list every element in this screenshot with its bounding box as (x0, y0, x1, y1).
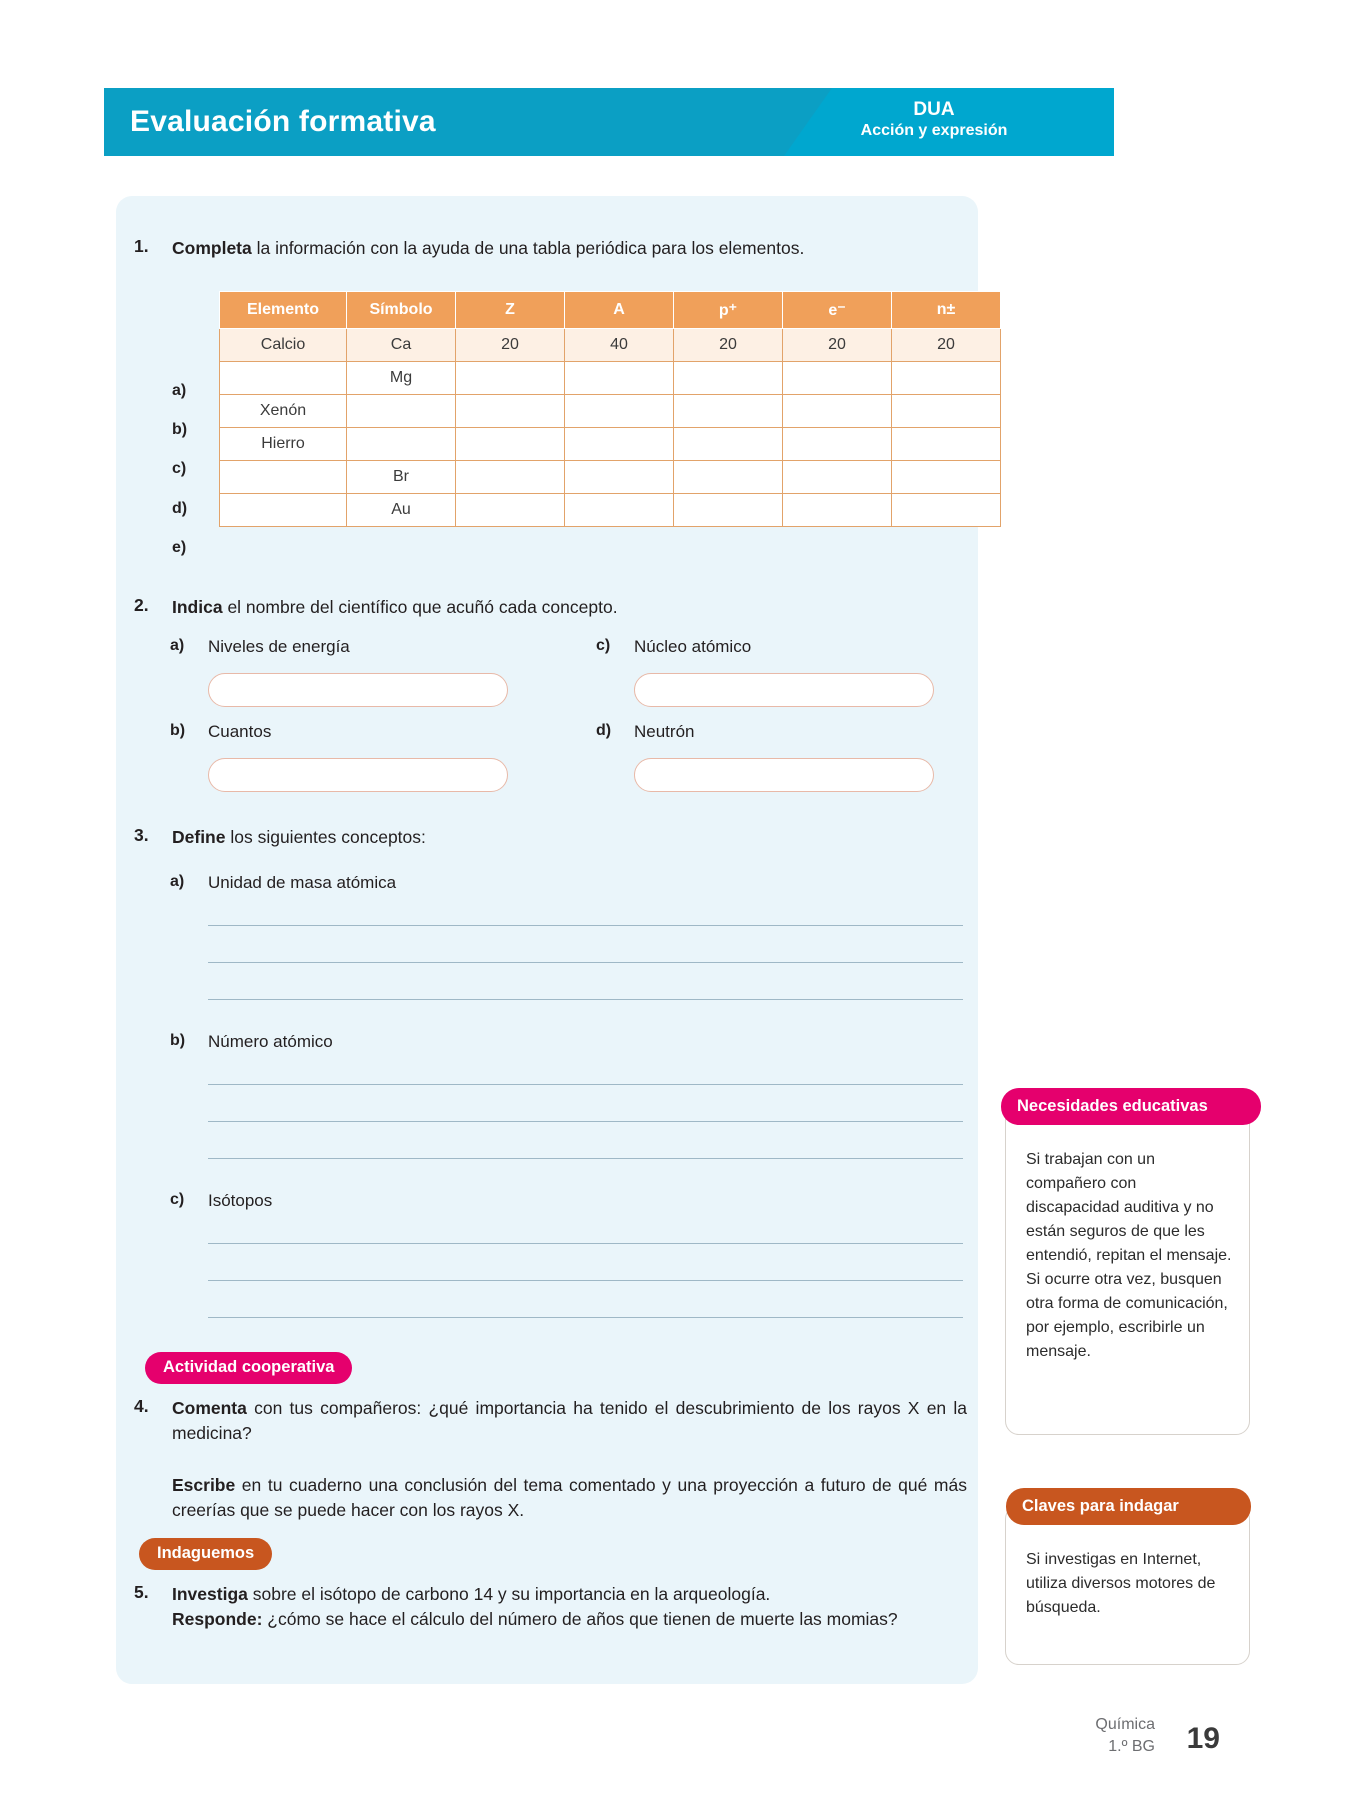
cell-e-e[interactable] (783, 494, 892, 527)
answer-line-c2[interactable] (208, 1280, 963, 1281)
cell-c-e[interactable] (783, 428, 892, 461)
answer-line-a2[interactable] (208, 962, 963, 963)
exercise-5-verb: Investiga (172, 1584, 248, 1604)
cell-c-z[interactable] (456, 428, 565, 461)
exercise-3-instruction (172, 825, 872, 850)
cell-example-elemento: Calcio (220, 329, 347, 362)
cell-d-e[interactable] (783, 461, 892, 494)
answer-line-b3[interactable] (208, 1158, 963, 1159)
table-row (220, 395, 1001, 428)
callout-2-body: Si investigas en Internet, utiliza diversos motores de búsqueda. (1026, 1551, 1216, 1616)
exercise-2-text: el nombre del científico que acuñó cada concepto. (222, 597, 618, 617)
callout-1-title: Necesidades educativas (1001, 1088, 1261, 1125)
answer-line-a1[interactable] (208, 925, 963, 926)
cell-e-n[interactable] (892, 494, 1001, 527)
table-row (220, 362, 1001, 395)
exercise-3-letter-a: a) (170, 873, 185, 890)
exercise-1-number: 1. (134, 236, 149, 256)
exercise-2-letter-a: a) (170, 637, 185, 654)
row-letter-d: d) (172, 499, 188, 517)
cell-e-elemento[interactable] (220, 494, 347, 527)
row-letter-e: e) (172, 538, 187, 556)
cell-example-p: 20 (674, 329, 783, 362)
cell-d-n[interactable] (892, 461, 1001, 494)
footer-level: 1.º BG (1108, 1738, 1155, 1755)
answer-line-c3[interactable] (208, 1317, 963, 1318)
table-header-elemento: Elemento (220, 292, 347, 329)
exercise-4-instruction-2 (172, 1473, 967, 1523)
exercise-4-verb: Comenta (172, 1398, 247, 1418)
cell-a-n[interactable] (892, 362, 1001, 395)
cell-a-e[interactable] (783, 362, 892, 395)
table-header-a: A (565, 292, 674, 329)
cell-example-e: 20 (783, 329, 892, 362)
answer-line-c1[interactable] (208, 1243, 963, 1244)
exercise-2-number: 2. (134, 595, 149, 615)
exercise-3-label-a: Unidad de masa atómica (208, 873, 397, 892)
cell-example-n: 20 (892, 329, 1001, 362)
cell-a-p[interactable] (674, 362, 783, 395)
table-header-neutrons: n± (892, 292, 1001, 329)
footer-subject-block (1095, 1714, 1155, 1758)
cell-e-a[interactable] (565, 494, 674, 527)
exercise-3-label-b: Número atómico (208, 1032, 333, 1051)
exercise-1-row-letters (172, 371, 187, 567)
exercise-2-label-a: Niveles de energía (208, 637, 350, 656)
exercise-5-instruction-2 (172, 1607, 967, 1632)
cell-c-simbolo[interactable] (347, 428, 456, 461)
page-number: 19 (1186, 1722, 1220, 1755)
tag-actividad-cooperativa: Actividad cooperativa (145, 1352, 352, 1384)
exercise-4-instruction (172, 1396, 967, 1446)
cell-d-simbolo: Br (347, 461, 456, 494)
exercise-2-letter-b: b) (170, 722, 186, 739)
exercise-3-number: 3. (134, 825, 149, 845)
table-header-protons: p⁺ (674, 292, 783, 329)
cell-c-p[interactable] (674, 428, 783, 461)
exercise-4-text: con tus compañeros: ¿qué importancia ha tenido el descubrimiento de los rayos X en la medicina? (172, 1398, 967, 1443)
page-header (104, 88, 1114, 156)
cell-b-elemento: Xenón (220, 395, 347, 428)
cell-b-a[interactable] (565, 395, 674, 428)
exercise-3-text: los siguientes conceptos: (225, 827, 426, 847)
cell-example-z: 20 (456, 329, 565, 362)
exercise-2-answer-a[interactable] (208, 673, 508, 707)
answer-line-b2[interactable] (208, 1121, 963, 1122)
elements-table (219, 291, 1001, 527)
cell-b-p[interactable] (674, 395, 783, 428)
cell-a-simbolo: Mg (347, 362, 456, 395)
cell-c-elemento: Hierro (220, 428, 347, 461)
exercise-4-text-2: en tu cuaderno una conclusión del tema comentado y una proyección a futuro de qué más creerías que se puede hacer con los rayos X. (172, 1475, 967, 1520)
callout-claves-para-indagar (1005, 1497, 1250, 1665)
cell-c-n[interactable] (892, 428, 1001, 461)
callout-necesidades-educativas (1005, 1097, 1250, 1435)
cell-a-z[interactable] (456, 362, 565, 395)
exercise-2-letter-c: c) (596, 637, 611, 654)
exercise-4-verb-2: Escribe (172, 1475, 236, 1495)
cell-a-a[interactable] (565, 362, 674, 395)
exercise-2-answer-b[interactable] (208, 758, 508, 792)
table-row (220, 329, 1001, 362)
table-row (220, 428, 1001, 461)
row-letter-b: b) (172, 421, 188, 439)
cell-b-n[interactable] (892, 395, 1001, 428)
row-letter-c: c) (172, 460, 187, 478)
cell-a-elemento[interactable] (220, 362, 347, 395)
cell-example-simbolo: Ca (347, 329, 456, 362)
cell-d-elemento[interactable] (220, 461, 347, 494)
table-header-electrons: e⁻ (783, 292, 892, 329)
table-row (220, 494, 1001, 527)
cell-b-simbolo[interactable] (347, 395, 456, 428)
exercise-1-verb: Completa (172, 238, 252, 258)
exercise-2-letter-d: d) (596, 722, 612, 739)
callout-2-title: Claves para indagar (1006, 1488, 1251, 1525)
cell-d-p[interactable] (674, 461, 783, 494)
exercise-2-answer-d[interactable] (634, 758, 934, 792)
cell-c-a[interactable] (565, 428, 674, 461)
cell-e-simbolo: Au (347, 494, 456, 527)
dua-badge (814, 99, 1054, 141)
table-header-z: Z (456, 292, 565, 329)
exercise-5-number: 5. (134, 1582, 149, 1602)
tag-indaguemos: Indaguemos (139, 1538, 272, 1570)
exercise-2-label-d: Neutrón (634, 722, 695, 741)
exercise-1-instruction (172, 236, 892, 261)
cell-example-a: 40 (565, 329, 674, 362)
table-header-simbolo: Símbolo (347, 292, 456, 329)
cell-b-e[interactable] (783, 395, 892, 428)
cell-d-a[interactable] (565, 461, 674, 494)
exercise-2-label-b: Cuantos (208, 722, 272, 741)
exercise-5-text-2: ¿cómo se hace el cálculo del número de años que tienen de muerte las momias? (262, 1609, 898, 1629)
page-title: Evaluación formativa (130, 105, 436, 138)
cell-d-z[interactable] (456, 461, 565, 494)
row-letter-a: a) (172, 382, 187, 399)
answer-line-a3[interactable] (208, 999, 963, 1000)
exercise-5-verb-2: Responde: (172, 1609, 263, 1629)
footer-subject: Química (1095, 1716, 1155, 1733)
exercise-5-text: sobre el isótopo de carbono 14 y su importancia en la arqueología. (247, 1584, 771, 1604)
exercise-1-text: la información con la ayuda de una tabla periódica para los elementos. (251, 238, 805, 258)
exercise-3-letter-b: b) (170, 1032, 186, 1049)
exercise-2-label-c: Núcleo atómico (634, 637, 752, 656)
dua-title: DUA (913, 99, 955, 120)
exercise-2-instruction (172, 595, 872, 620)
exercise-3-verb: Define (172, 827, 226, 847)
cell-e-p[interactable] (674, 494, 783, 527)
exercise-5-instruction (172, 1582, 967, 1607)
cell-e-z[interactable] (456, 494, 565, 527)
cell-b-z[interactable] (456, 395, 565, 428)
table-header-row (220, 292, 1001, 329)
exercise-3-label-c: Isótopos (208, 1191, 273, 1210)
exercise-2-verb: Indica (172, 597, 223, 617)
exercise-2-answer-c[interactable] (634, 673, 934, 707)
callout-1-body: Si trabajan con un compañero con discapacidad auditiva y no están seguros de que les entendió, repitan el mensaje. Si ocurre otra vez, busquen otra forma de comunicación, por ejemplo, escribirle un mensaje. (1026, 1151, 1232, 1360)
exercise-4-number: 4. (134, 1396, 149, 1416)
table-row (220, 461, 1001, 494)
answer-line-b1[interactable] (208, 1084, 963, 1085)
dua-subtitle: Acción y expresión (860, 122, 1008, 139)
exercise-3-letter-c: c) (170, 1191, 185, 1208)
